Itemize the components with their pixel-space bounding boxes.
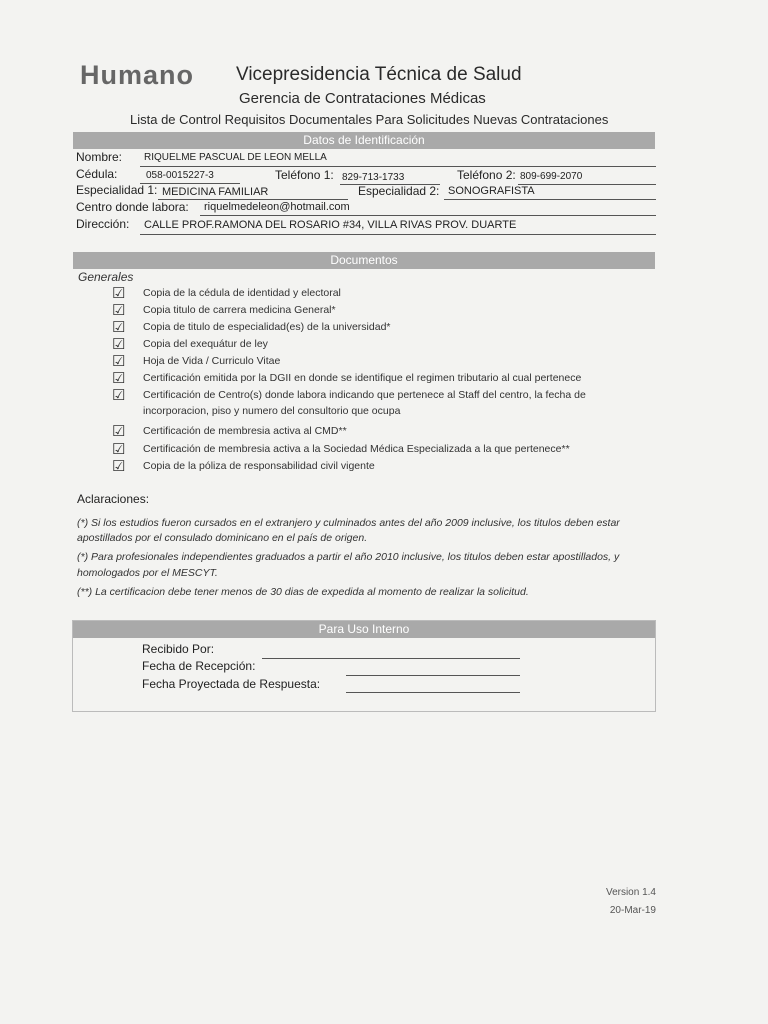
checkbox-checked-icon: ☑ <box>112 319 126 336</box>
telefono2-label: Teléfono 2: <box>457 168 516 182</box>
aclaraciones-title: Aclaraciones: <box>77 492 150 506</box>
cedula-value: 058-0015227-3 <box>146 170 214 181</box>
fecha-respuesta-line <box>346 692 520 693</box>
checkbox-checked-icon: ☑ <box>112 336 126 353</box>
recibido-line <box>262 658 520 659</box>
nombre-line <box>140 166 656 167</box>
telefono1-label: Teléfono 1: <box>275 168 334 182</box>
page-subtitle: Gerencia de Contrataciones Médicas <box>239 90 486 107</box>
cedula-label: Cédula: <box>76 167 118 181</box>
recibido-label: Recibido Por: <box>142 642 215 656</box>
aclaracion-3: (**) La certificacion debe tener menos de 30 dias de expedida al momento de realizar la solicitud. <box>77 586 529 598</box>
centro-line <box>200 215 656 216</box>
documents-header: Documentos <box>73 252 655 269</box>
page-title: Vicepresidencia Técnica de Salud <box>236 64 522 85</box>
aclaracion-2b: homologados por el MESCYT. <box>77 567 218 579</box>
aclaracion-1b: apostillados por el consulado dominicano en el país de origen. <box>77 532 368 544</box>
fecha-recepcion-label: Fecha de Recepción: <box>142 659 256 673</box>
especialidad2-line <box>444 199 656 200</box>
especialidad1-value: MEDICINA FAMILIAR <box>162 186 269 198</box>
document-item: Certificación de Centro(s) donde labora indicando que pertenece al Staff del centro, la fecha de <box>143 389 586 401</box>
internal-use-header: Para Uso Interno <box>73 621 655 638</box>
aclaracion-1a: (*) Si los estudios fueron cursados en el extranjero y culminados antes del año 2009 inclusive, los titulos deben estar <box>77 517 620 529</box>
nombre-label: Nombre: <box>76 150 123 164</box>
nombre-value: RIQUELME PASCUAL DE LEON MELLA <box>144 152 327 163</box>
document-item: Copia del exequátur de ley <box>143 338 268 350</box>
list-title: Lista de Control Requisitos Documentales Para Solicitudes Nuevas Contrataciones <box>130 112 609 127</box>
especialidad2-value: SONOGRAFISTA <box>448 185 535 197</box>
document-item: Copia de la póliza de responsabilidad civil vigente <box>143 460 375 472</box>
checkbox-checked-icon: ☑ <box>112 285 126 302</box>
document-item: Certificación de membresia activa al CMD** <box>143 425 347 437</box>
document-item: Copia de la cédula de identidad y electoral <box>143 287 341 299</box>
centro-value: riquelmedeleon@hotmail.com <box>204 201 350 213</box>
version-date: 20-Mar-19 <box>609 905 656 916</box>
document-item: Certificación de membresia activa a la Sociedad Médica Especializada a la que pertenece** <box>143 443 570 455</box>
checkbox-checked-icon: ☑ <box>112 423 126 440</box>
checkbox-checked-icon: ☑ <box>112 387 126 404</box>
checkbox-checked-icon: ☑ <box>112 370 126 387</box>
document-item: Copia de titulo de especialidad(es) de la universidad* <box>143 321 391 333</box>
checkbox-checked-icon: ☑ <box>112 353 126 370</box>
checkbox-checked-icon: ☑ <box>112 302 126 319</box>
document-item: Certificación emitida por la DGII en donde se identifique el regimen tributario al cual pertenece <box>143 372 582 384</box>
document-item: Hoja de Vida / Curriculo Vitae <box>143 355 281 367</box>
telefono2-line <box>518 184 656 185</box>
telefono1-value: 829-713-1733 <box>342 172 405 183</box>
aclaracion-2a: (*) Para profesionales independientes graduados a partir el año 2010 inclusive, los titulos deben estar apostillados, y <box>77 551 620 563</box>
especialidad1-label: Especialidad 1: <box>76 183 158 197</box>
direccion-label: Dirección: <box>76 217 130 231</box>
identification-header: Datos de Identificación <box>73 132 655 149</box>
humano-logo: Humano <box>80 60 194 90</box>
checkbox-checked-icon: ☑ <box>112 441 126 458</box>
fecha-recepcion-line <box>346 675 520 676</box>
generales-label: Generales <box>78 270 134 284</box>
centro-label: Centro donde labora: <box>76 200 189 214</box>
telefono2-value: 809-699-2070 <box>520 171 583 182</box>
document-item: Copia titulo de carrera medicina General* <box>143 304 336 316</box>
especialidad2-label: Especialidad 2: <box>358 184 440 198</box>
document-item: incorporacion, piso y numero del consultorio que ocupa <box>143 405 401 417</box>
version-label: Version 1.4 <box>605 887 656 898</box>
direccion-value: CALLE PROF.RAMONA DEL ROSARIO #34, VILLA RIVAS PROV. DUARTE <box>144 219 517 231</box>
checkbox-checked-icon: ☑ <box>112 458 126 475</box>
direccion-line <box>140 234 656 235</box>
fecha-respuesta-label: Fecha Proyectada de Respuesta: <box>142 677 321 691</box>
